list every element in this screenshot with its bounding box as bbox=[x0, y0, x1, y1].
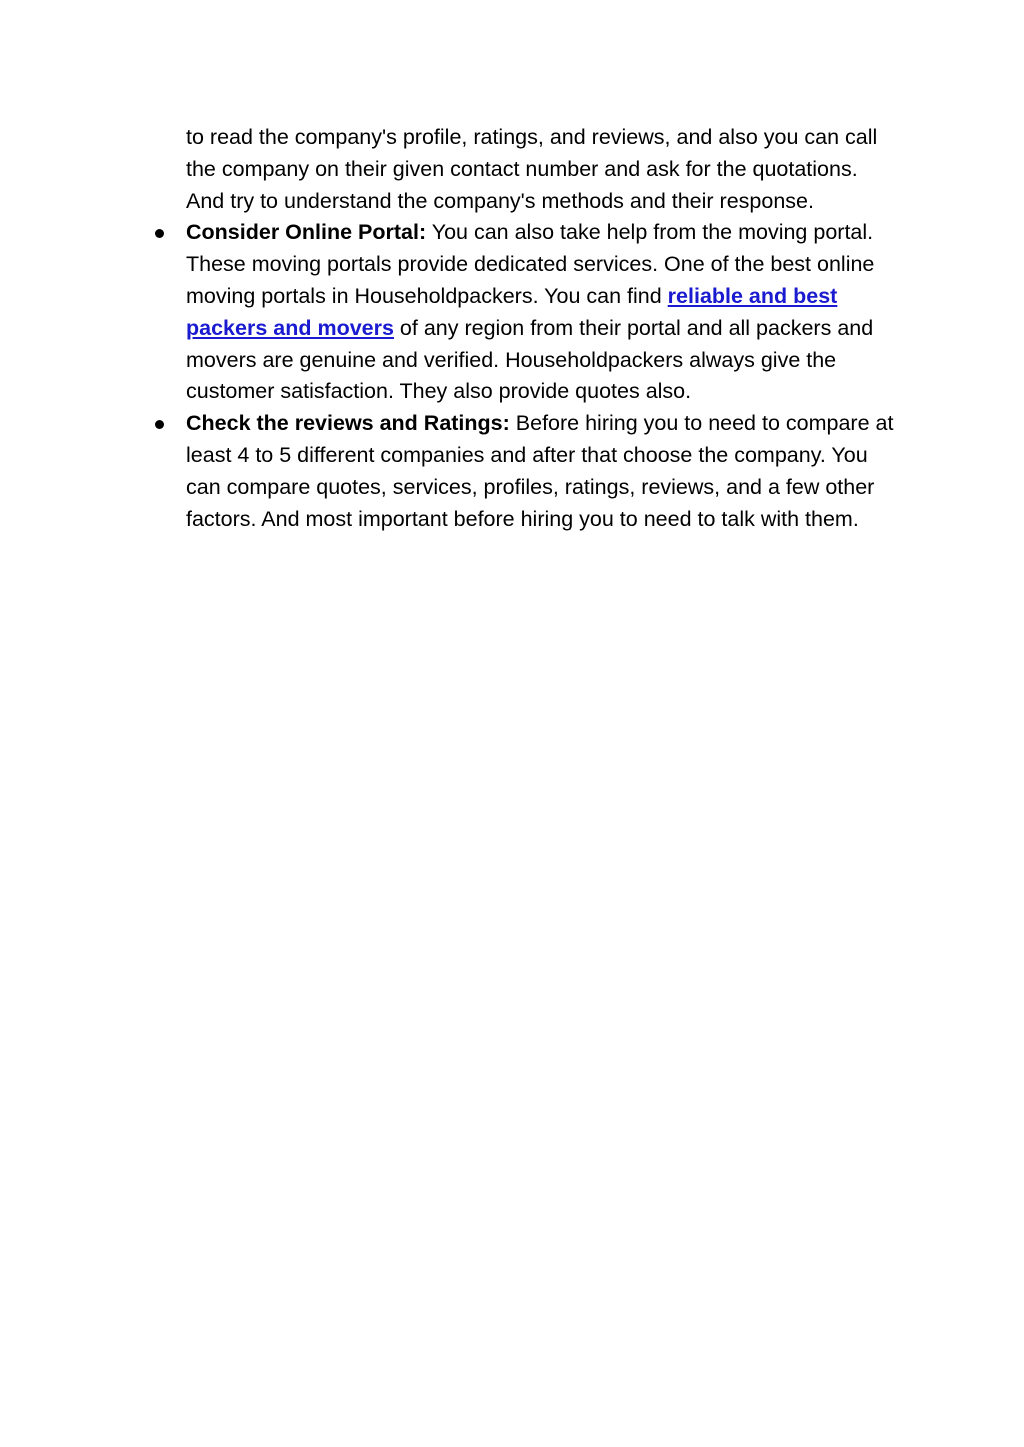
bullet-list bbox=[186, 217, 898, 535]
list-item-heading: Check the reviews and Ratings: bbox=[186, 411, 510, 436]
bullet-dot-icon bbox=[155, 420, 164, 429]
list-item-text: of any region from their portal and all packers and movers are genuine and verified. Householdpackers always give the customer satisfaction. They also provide quotes also. bbox=[186, 315, 874, 404]
list-item-heading: Consider Online Portal: bbox=[186, 220, 427, 245]
list-item-reviews-ratings bbox=[186, 408, 898, 535]
bullet-dot-icon bbox=[155, 229, 164, 238]
list-item-online-portal bbox=[186, 217, 898, 408]
list-item-text: Before hiring you to need to compare at least 4 to 5 different companies and after that choose the company. You can compare quotes, services, profiles, ratings, reviews, and a few other factors. And most important before hiring you to need to talk with them. bbox=[186, 411, 894, 531]
packers-movers-link[interactable]: reliable and best packers and movers bbox=[186, 283, 838, 340]
continuation-paragraph: to read the company's profile, ratings, and reviews, and also you can call the company on their given contact number and ask for the quotations. And try to understand the company's methods and their response. bbox=[186, 125, 878, 213]
list-item-text: You can also take help from the moving portal. These moving portals provide dedicated services. One of the best online moving portals in Householdpackers. You can find bbox=[186, 220, 875, 308]
document-body bbox=[186, 122, 898, 535]
